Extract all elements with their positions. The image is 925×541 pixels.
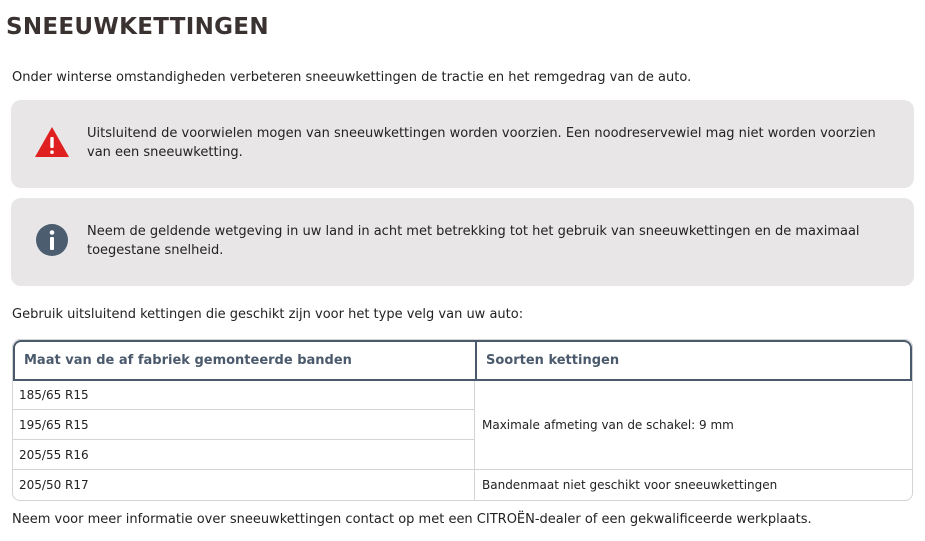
table-header <box>13 340 912 381</box>
info-circle-icon <box>34 222 70 258</box>
header-chain-types: Soorten kettingen <box>486 353 620 368</box>
warning-notice <box>11 100 914 188</box>
info-notice <box>11 198 914 286</box>
header-tire-size: Maat van de af fabriek gemonteerde banden <box>24 353 352 368</box>
chain-type-cell: Maximale afmeting van de schakel: 9 mm <box>475 381 913 470</box>
tire-size-cell: 205/55 R16 <box>13 440 475 470</box>
snow-chains-table <box>12 339 913 501</box>
header-divider <box>475 342 477 379</box>
warning-triangle-icon <box>34 124 70 160</box>
footer-note: Neem voor meer informatie over sneeuwkettingen contact op met een CITROËN-dealer of een gekwalificeerde werkplaats. <box>12 512 812 527</box>
usage-text: Gebruik uitsluitend kettingen die geschikt zijn voor het type velg van uw auto: <box>12 307 524 322</box>
info-text: Neem de geldende wetgeving in uw land in acht met betrekking tot het gebruik van sneeuwkettingen en de maximaal toegestane snelheid. <box>87 224 860 258</box>
tire-size-cell: 185/65 R15 <box>13 381 475 410</box>
tire-size-cell: 205/50 R17 <box>13 470 475 500</box>
tire-size-cell: 195/65 R15 <box>13 410 475 440</box>
intro-text: Onder winterse omstandigheden verbeteren sneeuwkettingen de tractie en het remgedrag van de auto. <box>12 70 692 85</box>
warning-text: Uitsluitend de voorwielen mogen van sneeuwkettingen worden voorzien. Een noodreservewiel mag niet worden voorzien van een sneeuwketting. <box>87 126 876 160</box>
page-title: SNEEUWKETTINGEN <box>6 14 269 40</box>
chain-type-cell: Bandenmaat niet geschikt voor sneeuwkettingen <box>482 478 778 492</box>
